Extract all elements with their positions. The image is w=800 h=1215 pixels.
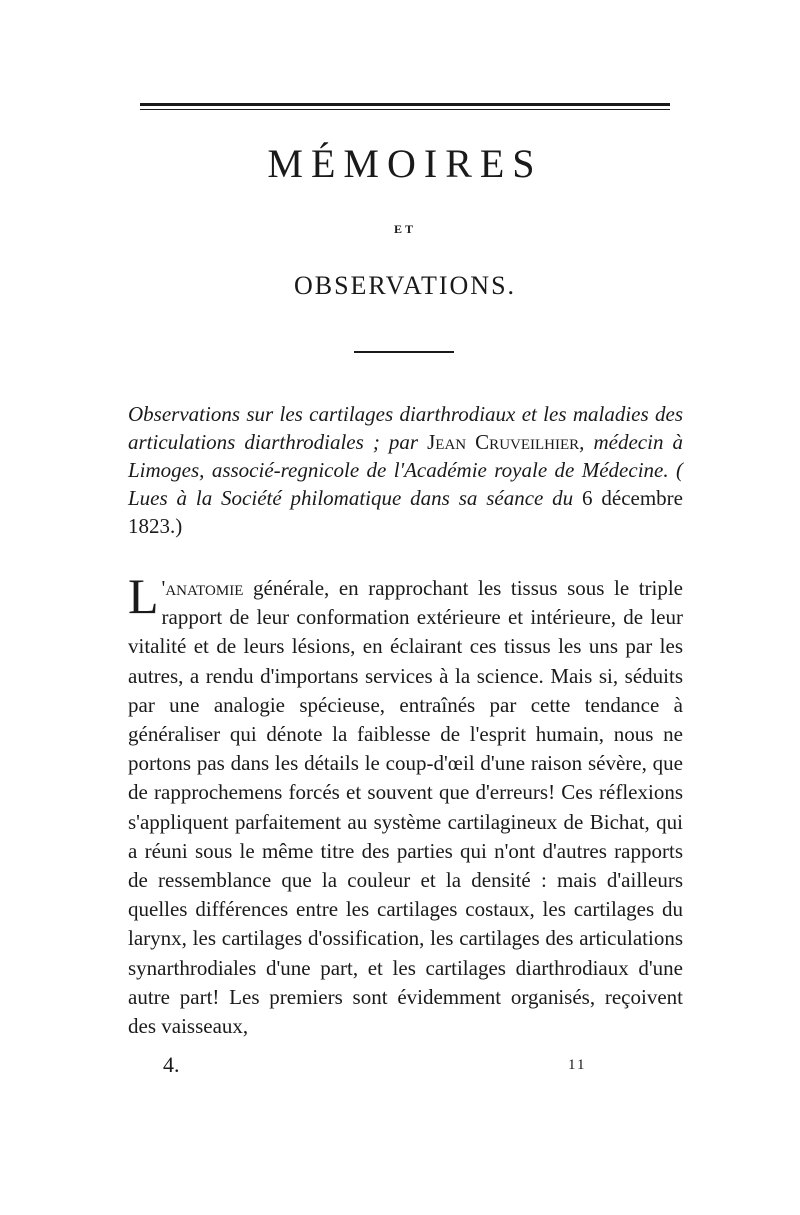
drop-cap: L bbox=[128, 568, 159, 624]
first-word: 'anatomie bbox=[161, 576, 244, 600]
section-title-et: ET bbox=[393, 222, 416, 236]
reading-date: 6 décembre 1823.) bbox=[128, 486, 683, 538]
heading-text-2: , médecin à Limoges, associé-regnicole de l'Académie royale de Médecine. ( Lues à la Société philomatique dans sa séance du bbox=[128, 430, 683, 510]
header-rule-thin bbox=[140, 109, 670, 110]
heading-text: Observations sur les cartilages diarthrodiaux et les maladies des articulations diarthrodiales ; par bbox=[128, 402, 683, 454]
article-heading bbox=[128, 400, 683, 540]
article-body bbox=[128, 568, 684, 1041]
section-title: MÉMOIRES bbox=[267, 141, 543, 186]
section-divider bbox=[354, 351, 454, 353]
header-rule-thick bbox=[140, 103, 670, 106]
page-number: 4. bbox=[163, 1052, 180, 1077]
body-paragraph: générale, en rapprochant les tissus sous le triple rapport de leur conformation extérieure et intérieure, de leur vitalité et de leurs lésions, en éclairant ces tissus les uns par les autres, a rendu d'importans services à la science. Mais si, séduits par une analogie spécieuse, entraînés par cette tendance à généraliser qui dénote la faiblesse de l'esprit humain, nous ne portons pas dans les détails le coup-d'œil d'une raison sévère, que de rapprochemens forcés et souvent que d'erreurs! Ces réflexions s'appliquent parfaitement au système cartilagineux de Bichat, qui a réuni sous le même titre des parties qui n'ont d'autres rapports de ressemblance que la couleur et la densité : mais d'ailleurs quelles différences entre les cartilages costaux, les cartilages du larynx, les cartilages d'ossification, les cartilages des articulations synarthrodiales d'une part, et les cartilages diarthrodiaux d'une autre part! Les premiers sont évidemment organisés, reçoivent des vaisseaux, bbox=[128, 576, 684, 1039]
author-name: Jean Cruveilhier bbox=[427, 430, 580, 454]
signature-mark: 11 bbox=[568, 1057, 587, 1073]
section-subtitle: OBSERVATIONS. bbox=[293, 271, 517, 300]
